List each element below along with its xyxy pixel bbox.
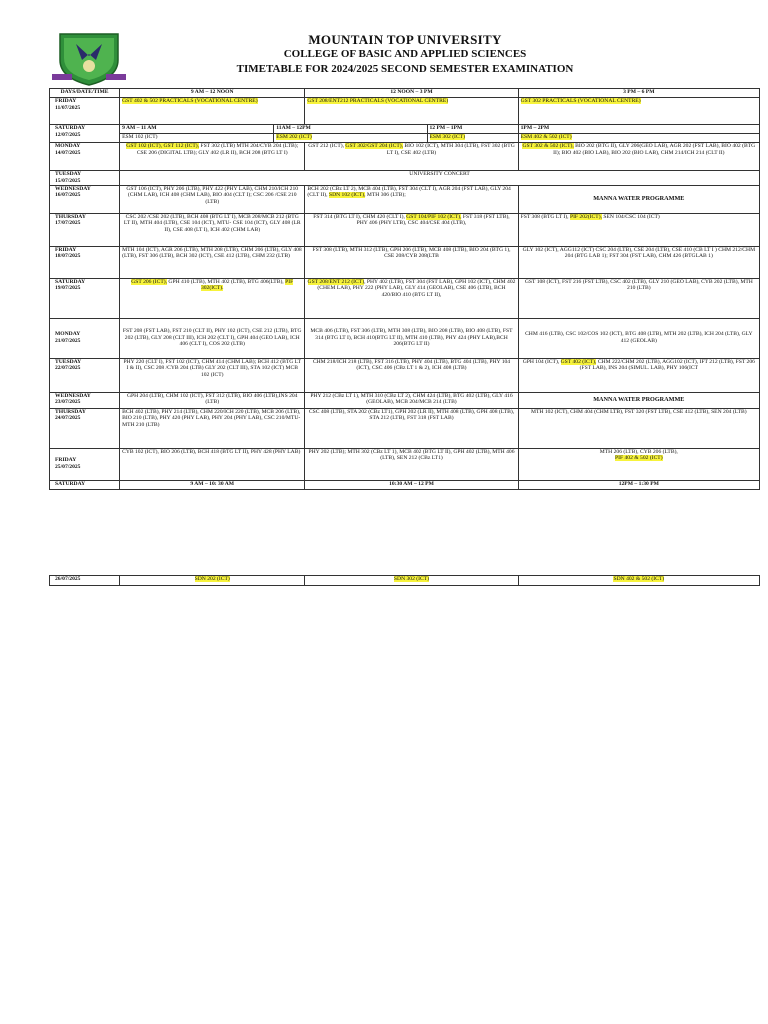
time-slot: 10:30 AM – 12 PM <box>305 480 518 489</box>
exam-cell: BCH 402 (LTB), PHY 214 (LTB), CHM 220/ICH 220 (LTB), MCB 206 (LTB), BIO 210 (LTB), PHY 420 (PHY LAB), PHY 204 (PHY LAB), CSC 210/MTU-MTH 210 (LTB) <box>120 408 305 448</box>
exam-cell: GST 302 PRACTICALS (VOCATIONAL CENTRE) <box>518 98 759 125</box>
day-cell: TUESDAY 22/07/2025 <box>50 358 120 392</box>
exam-cell: ESM 102 (ICT) <box>120 134 274 143</box>
exam-cell: SDN 302 (ICT) <box>305 576 518 586</box>
day-cell: THURSDAY 24/07/2025 <box>50 408 120 448</box>
day-cell: FRIDAY 25/07/2025 <box>50 448 120 480</box>
time-slot: 12 PM – 1PM <box>427 125 518 134</box>
exam-cell: GLY 102 (ICT), AGG112 (ICT) CSC 204 (LTB), CSE 204 (LTB), CSE 410 (CB LT I ) CHM 212/CHM 204 (BTG LAB 1); FST 304 (FST LAB), CHM 426 (BTGLAB 1) <box>518 246 759 278</box>
timetable-title: TIMETABLE FOR 2024/2025 SECOND SEMESTER EXAMINATION <box>236 63 574 75</box>
time-slot: 12PM – 1:30 PM <box>518 480 759 489</box>
slot1-header: 9 AM – 12 NOON <box>120 89 305 98</box>
table-row <box>50 246 760 278</box>
university-name: MOUNTAIN TOP UNIVERSITY <box>308 32 502 47</box>
table-row <box>50 185 760 213</box>
day-cell: WEDNESDAY 23/07/2025 <box>50 392 120 408</box>
exam-cell: SDN 402 & 502 (ICT) <box>518 576 759 586</box>
exam-cell: PHY 202 (LTB); MTH 302 (CBz LT 1), MCB 402 (BTG LT II), GPH 402 (LTB), MTH 406 (LTB), SEN 212 (CBz LT1) <box>305 448 518 480</box>
exam-cell: GST 102 (ICT), GST 112 (ICT), FST 302 (LTB) MTH 204/CYB 204 (LTB); CSE 206 (DIGITAL LTB); GLY 402 (LR II), BCH 208 (BTG LT I) <box>120 143 305 171</box>
saturday-exam-strip <box>49 575 760 586</box>
day-cell: SATURDAY <box>50 480 120 489</box>
document-header <box>140 32 670 77</box>
slot3-header: 3 PM – 6 PM <box>518 89 759 98</box>
exam-cell: GST 208/ENT212 PRACTICALS (VOCATIONAL CENTRE) <box>305 98 518 125</box>
exam-cell: ESM 202 (ICT) <box>274 134 427 143</box>
exam-timetable <box>49 88 760 490</box>
exam-cell: GST 212 (ICT), GST 302/GST 204 (ICT), BIO 102 (ICT), MTH 304 (LTB), FST 302 (BTG LT I), CSE 402 (LTB) <box>305 143 518 171</box>
table-row <box>50 448 760 480</box>
college-name: COLLEGE OF BASIC AND APPLIED SCIENCES <box>283 48 527 60</box>
exam-cell: CHM 218/ICH 218 (LTB), FST 316 (LTB), PHY 404 (LTB), BTG 404 (LTB), PHY 104 (ICT), CSC 406 (CBz LT 1 & 2), ICH 408 (LTB) <box>305 358 518 392</box>
time-slot: 9 AM – 10: 30 AM <box>120 480 305 489</box>
exam-cell: GST 302 & 502 (ICT), BIO 202 (BTG II), GLY 206(GEO LAB), AGR 202 (FST LAB), BIO 402 (BTG II); BIO 402 (BIO LAB), BIO 202 (BIO LAB), CHM 214/ICH 214 (CLT II) <box>518 143 759 171</box>
time-slot: 1PM – 2PM <box>518 125 759 134</box>
exam-cell: FST 308 (LTB), MTH 312 (LTB), GPH 206 (LTB), MCB 408 (LTB), BIO 204 (BTG 1), CSE 208/CYB 208(LTB <box>305 246 518 278</box>
table-row <box>50 392 760 408</box>
time-slot: 9 AM – 11 AM <box>120 125 274 134</box>
exam-cell: GST 208/ENT 212 (ICT), PHY 402 (LTB), FST 304 (FST LAB), GPH 102 (ICT), CHM 402 (CHEM LAB), PHY 222 (PHY LAB), GLY 414 (GEOLAB), CSE 406 (LTB), BCH 420/BIO 410 (BTG LT II), <box>305 278 518 318</box>
exam-cell: CSC 408 (LTB), STA 202 (CBz LT1), GPH 202 (LR II), MTH 408 (LTB), GPH 408 (LTB), STA 212 (LTB), FST 318 (FST LAB) <box>305 408 518 448</box>
exam-cell: PHY 212 (CBz LT 1), MTH 310 (CBz LT 2), CHM 424 (LTB), BTG 402 (LTB), GLY 416 (GEOLAB), MCB 204/MCB 214 (LTB) <box>305 392 518 408</box>
exam-cell: GST 402 & 502 PRACTICALS (VOCATIONAL CENTRE) <box>120 98 305 125</box>
exam-cell: CHM 416 (LTB), CSC 102/COS 102 (ICT), BTG 408 (LTB), MTH 202 (LTB), ICH 204 (LTB), GLY 412 (GEOLAB) <box>518 318 759 358</box>
exam-cell: GST 206 (ICT), GPH 410 (LTB), MTH 402 (LTB), BTG 406(LTB), PIF 302(ICT). <box>120 278 305 318</box>
table-row <box>50 98 760 125</box>
table-row <box>50 480 760 489</box>
days-header: DAYS/DATE/TIME <box>50 89 120 98</box>
exam-cell: GPH 204 (LTB), CHM 102 (ICT), FST 312 (LTB), BIO 406 (LTB),INS 204 (LTB) <box>120 392 305 408</box>
time-slot: 11AM – 12PM <box>274 125 427 134</box>
exam-cell: CSC 202 /CSE 202 (LTB), BCH 408 (BTG LT I), MCB 208/MCB 212 (BTG LT II), MTH 404 (LTB), CSE 104 (ICT), MTU- CSE 104 (ICT), GLY 408 (LR II), CSE 408 (LT I), ICH 402 (CHM LAB) <box>120 213 305 246</box>
event-cell: MANNA WATER PROGRAMME <box>518 392 759 408</box>
table-row <box>50 143 760 171</box>
table-row <box>50 171 760 186</box>
exam-cell: SDN 202 (ICT) <box>120 576 305 586</box>
timetable-header-row <box>50 89 760 98</box>
table-row <box>50 576 760 586</box>
day-cell: MONDAY 14/07/2025 <box>50 143 120 171</box>
exam-cell: ESM 302 (ICT) <box>427 134 518 143</box>
exam-cell: FST 208 (FST LAB), FST 210 (CLT II), PHY 102 (ICT), CSE 212 (LTB), BTG 202 (LTB), GLY 208 (CLT III), ICH 202 (CLT I), GPH 404 (GEO LAB), ICH 406 (CLT I), COS 202 (LTB) <box>120 318 305 358</box>
exam-cell: BCH 202 (CBz LT 2), MCB 404 (LTB), FST 304 (CLT I), AGR 204 (FST LAB), GLY 204 (CLT II), SDN 102 (ICT), MTH 306 (LTB); <box>305 185 518 213</box>
event-cell: MANNA WATER PROGRAMME <box>518 185 759 213</box>
exam-cell: MTH 206 (LTB), CYB 206 (LTB), PIF 402 & 502 (ICT) <box>518 448 759 480</box>
exam-cell: ESM 402 & 502 (ICT) <box>518 134 759 143</box>
day-cell: THURSDAY 17/07/2025 <box>50 213 120 246</box>
exam-cell: MCB 406 (LTB), FST 306 (LTB), MTH 308 (LTB), BIO 208 (LTB), BIO 408 (LTB), FST 314 (BTG LT I), BCH 410(BTG LT II), MTH 410 (LTB), PHY 424 (PHY LAB),BCH 206(BTG LT II) <box>305 318 518 358</box>
slot2-header: 12 NOON – 3 PM <box>305 89 518 98</box>
exam-cell: MTH 102 (ICT), CHM 404 (CHM LTB), FST 320 (FST LTB), CSE 412 (LTB), SEN 204 (LTB) <box>518 408 759 448</box>
day-cell: MONDAY 21/07/2025 <box>50 318 120 358</box>
day-cell: SATURDAY 12/07/2025 <box>50 125 120 143</box>
day-cell: FRIDAY 11/07/2025 <box>50 98 120 125</box>
exam-cell: FST 314 (BTG LT I), CHM 420 (CLT I), GST 104/PIF 102 (ICT), FST 318 (FST LTB), PHY 406 (PHY LTB), CSC 404/CSE 404 (LTB), <box>305 213 518 246</box>
day-cell: SATURDAY 19/07/2025 <box>50 278 120 318</box>
exam-cell: CYB 102 (ICT), BIO 206 (LTB), BCH 418 (BTG LT II), PHY 428 (PHY LAB) <box>120 448 305 480</box>
table-row <box>50 318 760 358</box>
exam-cell: GPH 104 (ICT), GST 402 (ICT), CHM 222/CHM 202 (LTB), AGG102 (ICT), IFT 212 (LTB), FST 206 (FST LAB), INS 204 (SIMUL. LAB), PHY 106(ICT <box>518 358 759 392</box>
table-row <box>50 134 760 143</box>
event-cell: UNIVERSITY CONCERT <box>120 171 760 186</box>
day-cell: FRIDAY 18/07/2025 <box>50 246 120 278</box>
exam-cell: GST 106 (ICT), PHY 206 (LTB), PHY 422 (PHY LAB), CHM 210/ICH 210 (CHM LAB), ICH 408 (CHM LAB), BIO 404 (CLT I); CSC 206 /CSE 210 (LTB) <box>120 185 305 213</box>
exam-cell: FST 308 (BTG LT I), PIF 202(ICT), SEN 104/CSC 104 (ICT) <box>518 213 759 246</box>
table-row <box>50 125 760 134</box>
table-row <box>50 278 760 318</box>
day-cell: TUESDAY 15/07/2025 <box>50 171 120 186</box>
table-row <box>50 213 760 246</box>
table-row <box>50 358 760 392</box>
university-logo <box>50 30 128 86</box>
day-cell: WEDNESDAY 16/07/2025 <box>50 185 120 213</box>
day-cell: 26/07/2025 <box>50 576 120 586</box>
exam-cell: GST 108 (ICT), FST 216 (FST LTB), CSC 402 (LTB), GLY 210 (GEO LAB), CYB 202 (LTB), MTH 210 (LTB) <box>518 278 759 318</box>
table-row <box>50 408 760 448</box>
exam-cell: PHY 220 (CLT I), FST 102 (ICT), CHM 414 (CHM LAB); BCH 412 (BTG LT I & II), CSC 208 /CYB 204 (LTB) GLY 202 (CLT III), STA 102 (ICT) MCB 102 (ICT) <box>120 358 305 392</box>
exam-cell: MTH 104 (ICT), AGR 206 (LTB), MTH 208 (LTB), CHM 206 (LTB), GLY 408 (LTB), FST 306 (LTB), BCH 302 (ICT), CSE 412 (LTB), CHM 232 (LTB) <box>120 246 305 278</box>
